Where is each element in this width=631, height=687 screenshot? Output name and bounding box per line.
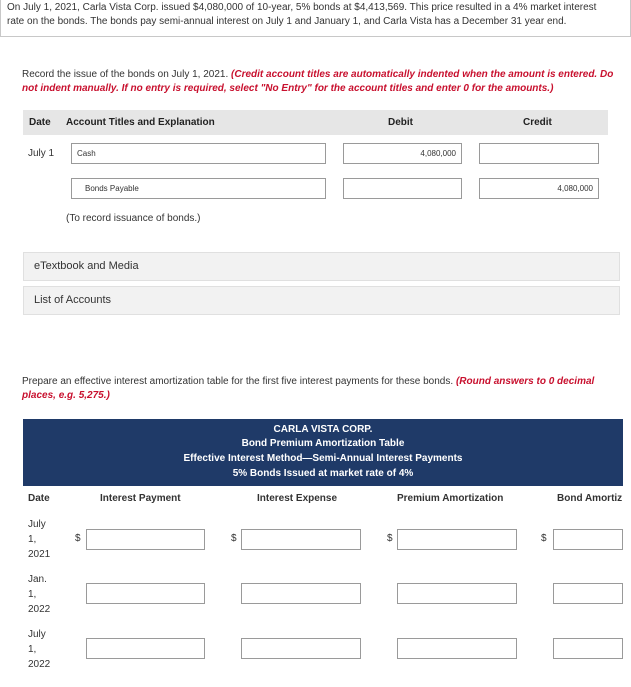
premium-amortization-input[interactable] [397, 583, 517, 604]
journal-header [23, 110, 608, 135]
row-date-day: 1, [28, 644, 37, 655]
interest-payment-input[interactable] [86, 583, 205, 604]
column-bond-amortization: Bond Amortiz [557, 493, 623, 504]
journal-explanation: (To record issuance of bonds.) [66, 213, 201, 224]
interest-expense-input[interactable] [241, 529, 361, 550]
problem-statement [0, 0, 631, 37]
bond-amortization-input[interactable] [553, 529, 623, 550]
row-date-day: 1, [28, 534, 37, 545]
row-date-year: 2022 [28, 659, 51, 670]
dollar-sign: $ [231, 533, 237, 544]
row-date [28, 517, 50, 562]
problem-line-1: On July 1, 2021, Carla Vista Corp. issued $4,080,000 of 10-year, 5% bonds at $4,413,569. This price resulted in a 4% market interest [7, 2, 597, 13]
credit-input-2[interactable]: 4,080,000 [479, 178, 599, 199]
credit-input-1[interactable] [479, 143, 599, 164]
header-date: Date [29, 117, 51, 128]
amortization-instruction-note: (Round answers to 0 decimal places, e.g. 5,275.) [22, 376, 595, 401]
row-date-month: July [28, 519, 46, 530]
premium-amortization-input[interactable] [397, 529, 517, 550]
header-account: Account Titles and Explanation [66, 117, 215, 128]
dollar-sign: $ [387, 533, 393, 544]
journal-instruction-note: (Credit account titles are automatically indented when the amount is entered. Do not indent manually. If no entry is required, select "No Entry" for the account titles and enter 0 for the amounts.) [22, 69, 614, 94]
table-method: Effective Interest Method—Semi-Annual Interest Payments [183, 453, 463, 464]
journal-instruction-text: Record the issue of the bonds on July 1, 2021. [22, 69, 229, 80]
amortization-instruction-text: Prepare an effective interest amortization table for the first five interest payments for these bonds. [22, 376, 454, 387]
amortization-instruction [22, 375, 622, 403]
premium-amortization-input[interactable] [397, 638, 517, 659]
debit-input-1[interactable]: 4,080,000 [343, 143, 462, 164]
journal-instruction [22, 68, 617, 96]
row-date [28, 627, 50, 672]
row-date-month: July [28, 629, 46, 640]
dollar-sign: $ [75, 533, 81, 544]
row-date [28, 572, 50, 617]
etextbook-link[interactable]: eTextbook and Media [23, 252, 620, 281]
column-premium-amortization: Premium Amortization [397, 493, 504, 504]
bond-amortization-input[interactable] [553, 638, 623, 659]
list-of-accounts-link[interactable]: List of Accounts [23, 286, 620, 315]
column-interest-expense: Interest Expense [257, 493, 338, 504]
column-interest-payment: Interest Payment [100, 493, 181, 504]
header-credit: Credit [523, 117, 552, 128]
header-debit: Debit [388, 117, 413, 128]
table-title: Bond Premium Amortization Table [241, 438, 405, 449]
interest-expense-input[interactable] [241, 638, 361, 659]
row-date-month: Jan. [28, 574, 47, 585]
row-date-year: 2021 [28, 549, 51, 560]
journal-date: July 1 [28, 148, 55, 159]
problem-line-2: rate on the bonds. The bonds pay semi-annual interest on July 1 and January 1, and Carla Vista has a December 31 year end. [7, 16, 567, 27]
row-date-day: 1, [28, 589, 37, 600]
table-subtitle: 5% Bonds Issued at market rate of 4% [232, 468, 414, 479]
interest-payment-input[interactable] [86, 638, 205, 659]
dollar-sign: $ [541, 533, 547, 544]
column-date: Date [28, 493, 50, 504]
account-title-input-2[interactable]: Bonds Payable [71, 178, 326, 199]
bond-amortization-input[interactable] [553, 583, 623, 604]
account-title-input-1[interactable]: Cash [71, 143, 326, 164]
amortization-table-header [23, 419, 623, 486]
row-date-year: 2022 [28, 604, 51, 615]
interest-payment-input[interactable] [86, 529, 205, 550]
interest-expense-input[interactable] [241, 583, 361, 604]
debit-input-2[interactable] [343, 178, 462, 199]
company-name: CARLA VISTA CORP. [273, 424, 373, 435]
